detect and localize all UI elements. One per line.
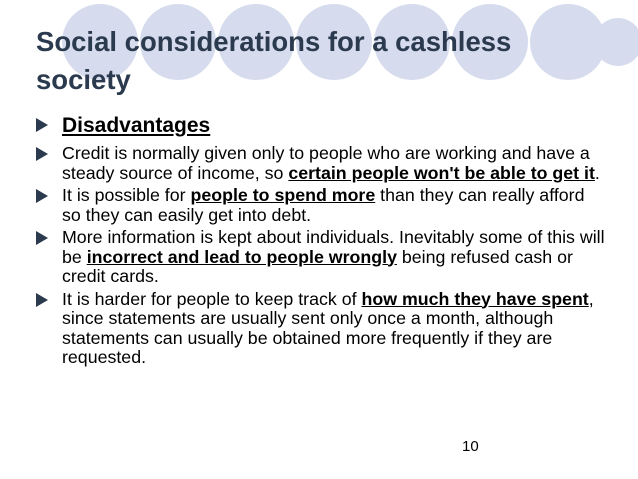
bullet-emphasis: how much they have spent bbox=[361, 288, 589, 309]
bullet-text: It is possible for bbox=[62, 185, 191, 205]
bullet-triangle-icon bbox=[36, 147, 48, 161]
bullet-text: More information is kept about individuals. Inevitably some of this will be bbox=[62, 227, 605, 267]
bullet-triangle-icon bbox=[36, 118, 48, 132]
bullet-item-heading bbox=[36, 112, 606, 140]
section-heading: Disadvantages bbox=[62, 114, 211, 137]
bullet-text: being refused cash or credit cards. bbox=[62, 246, 573, 286]
bullet-text: . bbox=[594, 162, 600, 183]
bullet-text: , since statements are usually sent only once a month, although statements can usually be obtained more frequently if they are requested. bbox=[62, 288, 594, 367]
bullet-item bbox=[36, 144, 606, 183]
bullet-triangle-icon bbox=[36, 293, 48, 307]
bullet-item bbox=[36, 290, 606, 368]
bullet-item bbox=[36, 186, 606, 225]
page-number: 10 bbox=[462, 438, 479, 455]
bullet-emphasis: people to spend more bbox=[190, 185, 376, 205]
bullet-item bbox=[36, 228, 606, 287]
bullet-text: Credit is normally given only to people who are working and have a steady source of income, so bbox=[62, 143, 590, 183]
bullet-triangle-icon bbox=[36, 189, 48, 203]
bullet-text: It is harder for people to keep track of bbox=[62, 288, 362, 309]
bullet-emphasis: incorrect and lead to people wrongly bbox=[86, 246, 397, 267]
bullet-list bbox=[36, 112, 606, 371]
bullet-text: than they can really afford so they can easily get into debt. bbox=[62, 185, 585, 225]
bullet-emphasis: certain people won't be able to get it bbox=[288, 162, 595, 183]
bullet-triangle-icon bbox=[36, 231, 48, 245]
slide-title: Social considerations for a cashless society bbox=[36, 26, 512, 95]
